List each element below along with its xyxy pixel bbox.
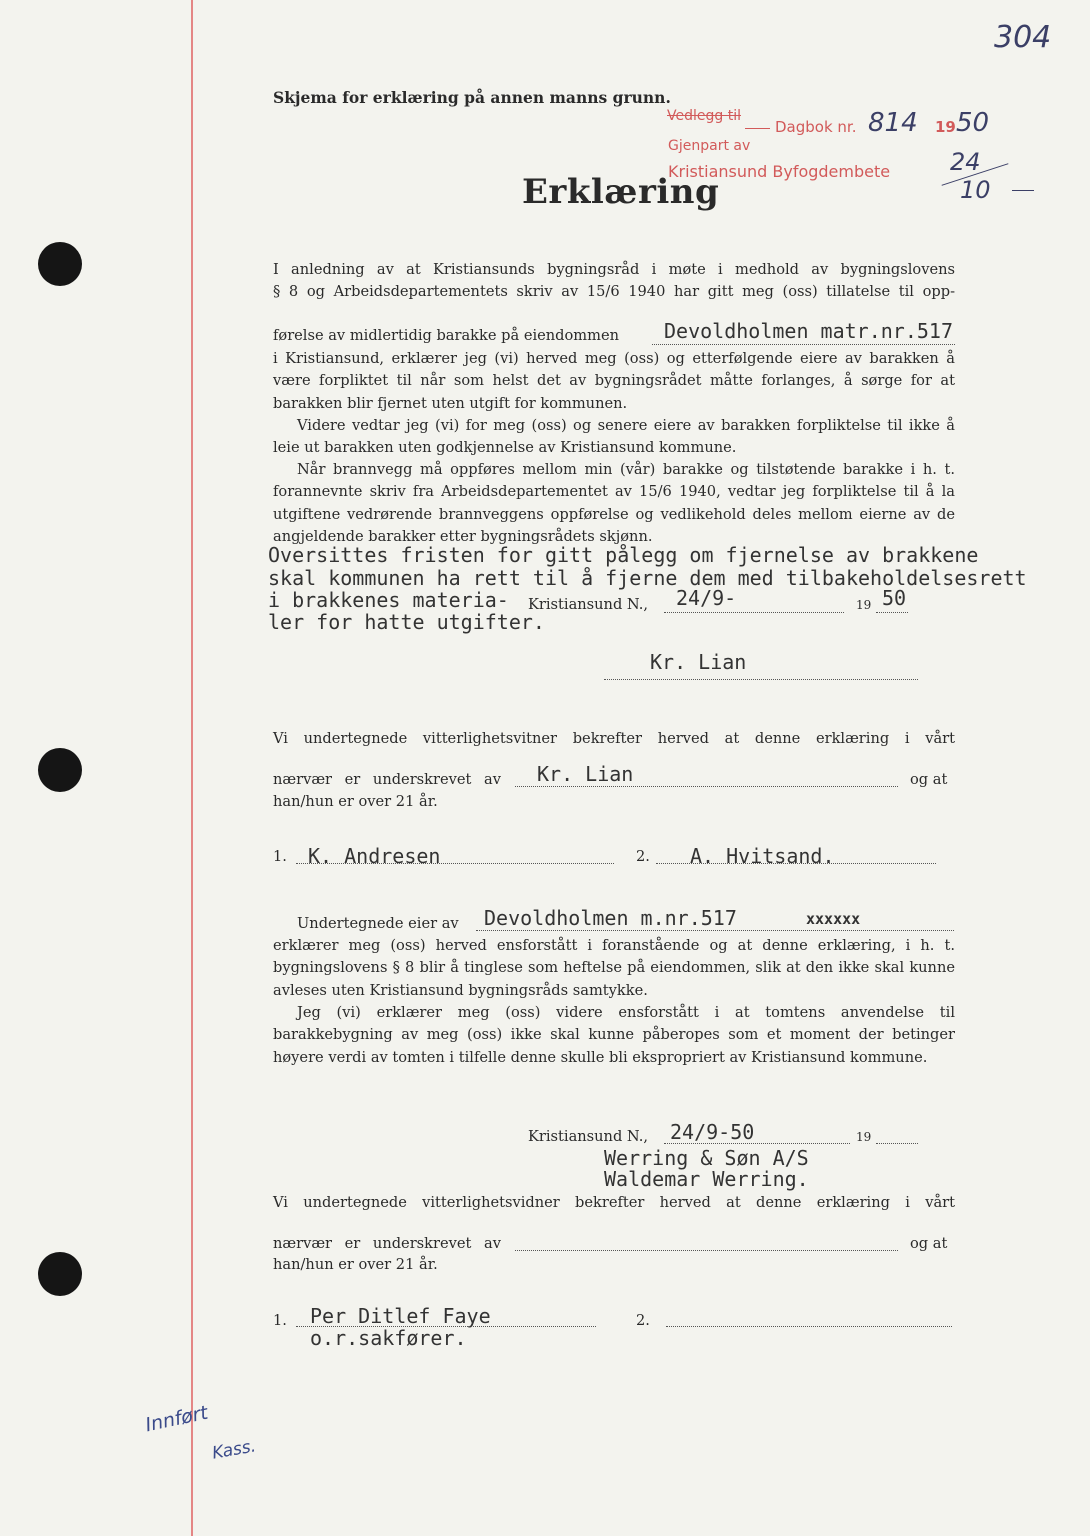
margin-note-line-2: Kass. (210, 1436, 258, 1464)
witness2-name-1: Per Ditlef Faye (310, 1304, 491, 1328)
stamp-dagbok-number: 814 (868, 108, 918, 138)
punch-hole (38, 1252, 82, 1296)
punch-hole (38, 748, 82, 792)
sig1-year-suffix: 50 (882, 586, 907, 610)
sig2-signer-line-2: Waldemar Werring. (604, 1167, 809, 1191)
witness2-number-2: 2. (636, 1312, 650, 1329)
sig1-year-prefix: 19 (856, 598, 872, 612)
witness2-presence-label: nærvær er underskrevet av (273, 1235, 501, 1252)
intro-paragraph-rest: i Kristiansund, erklærer jeg (vi) herved meg (oss) og etterfølgende eiere av barakken å være forpliktet til når som helst det av bygningsrådet måtte forlanges, å sørge for at barakken blir fjernet uten utgift for kommunen. (273, 350, 955, 412)
witness1-presence-label: nærvær er underskrevet av (273, 771, 501, 788)
paragraph-rental: Videre vedtar jeg (vi) for meg (oss) og senere eiere av barakken forpliktelse til ikke å leie ut barakken uten godkjennelse av Kristiansund kommune. (273, 417, 955, 457)
page-number: 304 (994, 20, 1052, 55)
witness1-age-line: han/hun er over 21 år. (273, 793, 438, 810)
witness2-number-1: 1. (273, 1312, 287, 1329)
witness1-number-2: 2. (636, 848, 650, 865)
owner-label: Undertegnede eier av (297, 915, 459, 932)
owner-paragraph-1: erklærer meg (oss) herved ensforstått i foranstående og at denne erklæring, i h. t. bygningslovens § 8 blir å tinglese som heftelse på eiendommen, slik at den ikke skal kunne avleses uten Kristiansund bygningsråds samtykke. (273, 937, 955, 999)
sig1-date-dotted-line (664, 612, 844, 613)
witness1-intro: Vi undertegnede vitterlighetsvitner bekrefter herved at denne erklæring i vårt (273, 730, 955, 747)
sig1-place-label: Kristiansund N., (528, 596, 649, 613)
punch-hole (38, 242, 82, 286)
stamp-date-day: 24 (950, 148, 981, 176)
intro-line-2: § 8 og Arbeidsdepartementets skriv av 15/6 1940 har gitt meg (oss) tillatelse til opp- (273, 283, 955, 300)
owner-paragraph-2: Jeg (vi) erklærer meg (oss) videre ensforstått i at tomtens anvendelse til barakkebygning av meg (oss) ikke skal kunne påberopes som et moment der betinger høyere verdi av tomten i tilfelle denne skulle bli ekspropriert av Kristiansund kommune. (273, 1004, 955, 1066)
witness2-age-line: han/hun er over 21 år. (273, 1256, 438, 1273)
addendum-line-3: i brakkenes materia- (268, 588, 509, 612)
addendum-line-4: ler for hatte utgifter. (268, 610, 545, 634)
sig1-signer-dotted-line (604, 679, 918, 680)
addendum-line-1: Oversittes fristen for gitt pålegg om fjernelse av brakkene (268, 543, 979, 567)
stamp-dagbok-label: Dagbok nr. (775, 118, 857, 136)
sig2-year-dotted-line (876, 1143, 918, 1144)
stamp-gjenpart: Gjenpart av (668, 138, 751, 154)
witness2-title-1: o.r.sakfører. (310, 1326, 467, 1350)
owner-property-dotted-line (476, 930, 954, 931)
owner-property: Devoldholmen m.nr.517 (484, 906, 737, 930)
intro-line-1: I anledning av at Kristiansunds bygningsråd i møte i medhold av bygningslovens (273, 261, 955, 278)
sig2-year-prefix: 19 (856, 1130, 872, 1144)
sig1-date: 24/9- (676, 586, 737, 610)
stamp-date-month: 10 (960, 176, 991, 204)
sig1-year-dotted-line (876, 612, 908, 613)
stamp-office: Kristiansund Byfogdembete (668, 162, 891, 181)
paragraph-firewall: Når brannvegg må oppføres mellom min (vår) barakke og tilstøtende barakke i h. t. forannevnte skriv fra Arbeidsdepartementet av 15/6 1940, vedtar jeg forpliktelse til å la utgiftene vedrørende brannveggens oppførelse og vedlikehold deles mellom eierne av de angjeldende barakker etter bygningsrådets skjønn. (273, 461, 955, 545)
sig2-place-label: Kristiansund N., (528, 1128, 649, 1145)
witness1-name-2: A. Hvitsand. (690, 844, 835, 868)
form-title: Skjema for erklæring på annen manns grunn. (273, 88, 671, 107)
witness1-signed-by: Kr. Lian (537, 762, 634, 786)
property-dotted-line (652, 344, 955, 345)
sig2-date: 24/9-50 (670, 1120, 755, 1144)
witness1-name-1: K. Andresen (308, 844, 441, 868)
witness2-dotted-line-2 (666, 1326, 952, 1327)
stamp-year-prefix: 19 (935, 118, 956, 136)
sig1-signer: Kr. Lian (650, 650, 747, 674)
stamp-struck-text: Vedlegg til (667, 108, 741, 124)
stamp-rule (745, 128, 770, 129)
witness2-og-at: og at (910, 1235, 948, 1252)
stamp-year-suffix: 50 (956, 108, 990, 138)
intro-line-3: førelse av midlertidig barakke på eiendommen (273, 327, 620, 344)
addendum-line-2: skal kommunen ha rett til å fjerne dem med tilbakeholdelsesrett (268, 566, 1027, 590)
red-margin-line (191, 0, 193, 1536)
stamp-date-dash (1012, 190, 1034, 191)
witness1-dotted-line-1 (296, 863, 614, 864)
witness2-signed-by-dotted-line (515, 1250, 898, 1251)
witness1-number-1: 1. (273, 848, 287, 865)
margin-note-line-1: Innført (143, 1401, 210, 1437)
witness1-signed-by-dotted-line (515, 786, 898, 787)
witness1-og-at: og at (910, 771, 948, 788)
witness1-dotted-line-2 (656, 863, 936, 864)
document-title: Erklæring (522, 172, 720, 212)
witness2-intro: Vi undertegnede vitterlighetsvidner bekrefter herved at denne erklæring i vårt (273, 1194, 955, 1211)
owner-struck-text: xxxxxx (806, 910, 861, 928)
sig2-signer-line-1: Werring & Søn A/S (604, 1146, 809, 1170)
property-typed: Devoldholmen matr.nr.517 (664, 319, 953, 343)
